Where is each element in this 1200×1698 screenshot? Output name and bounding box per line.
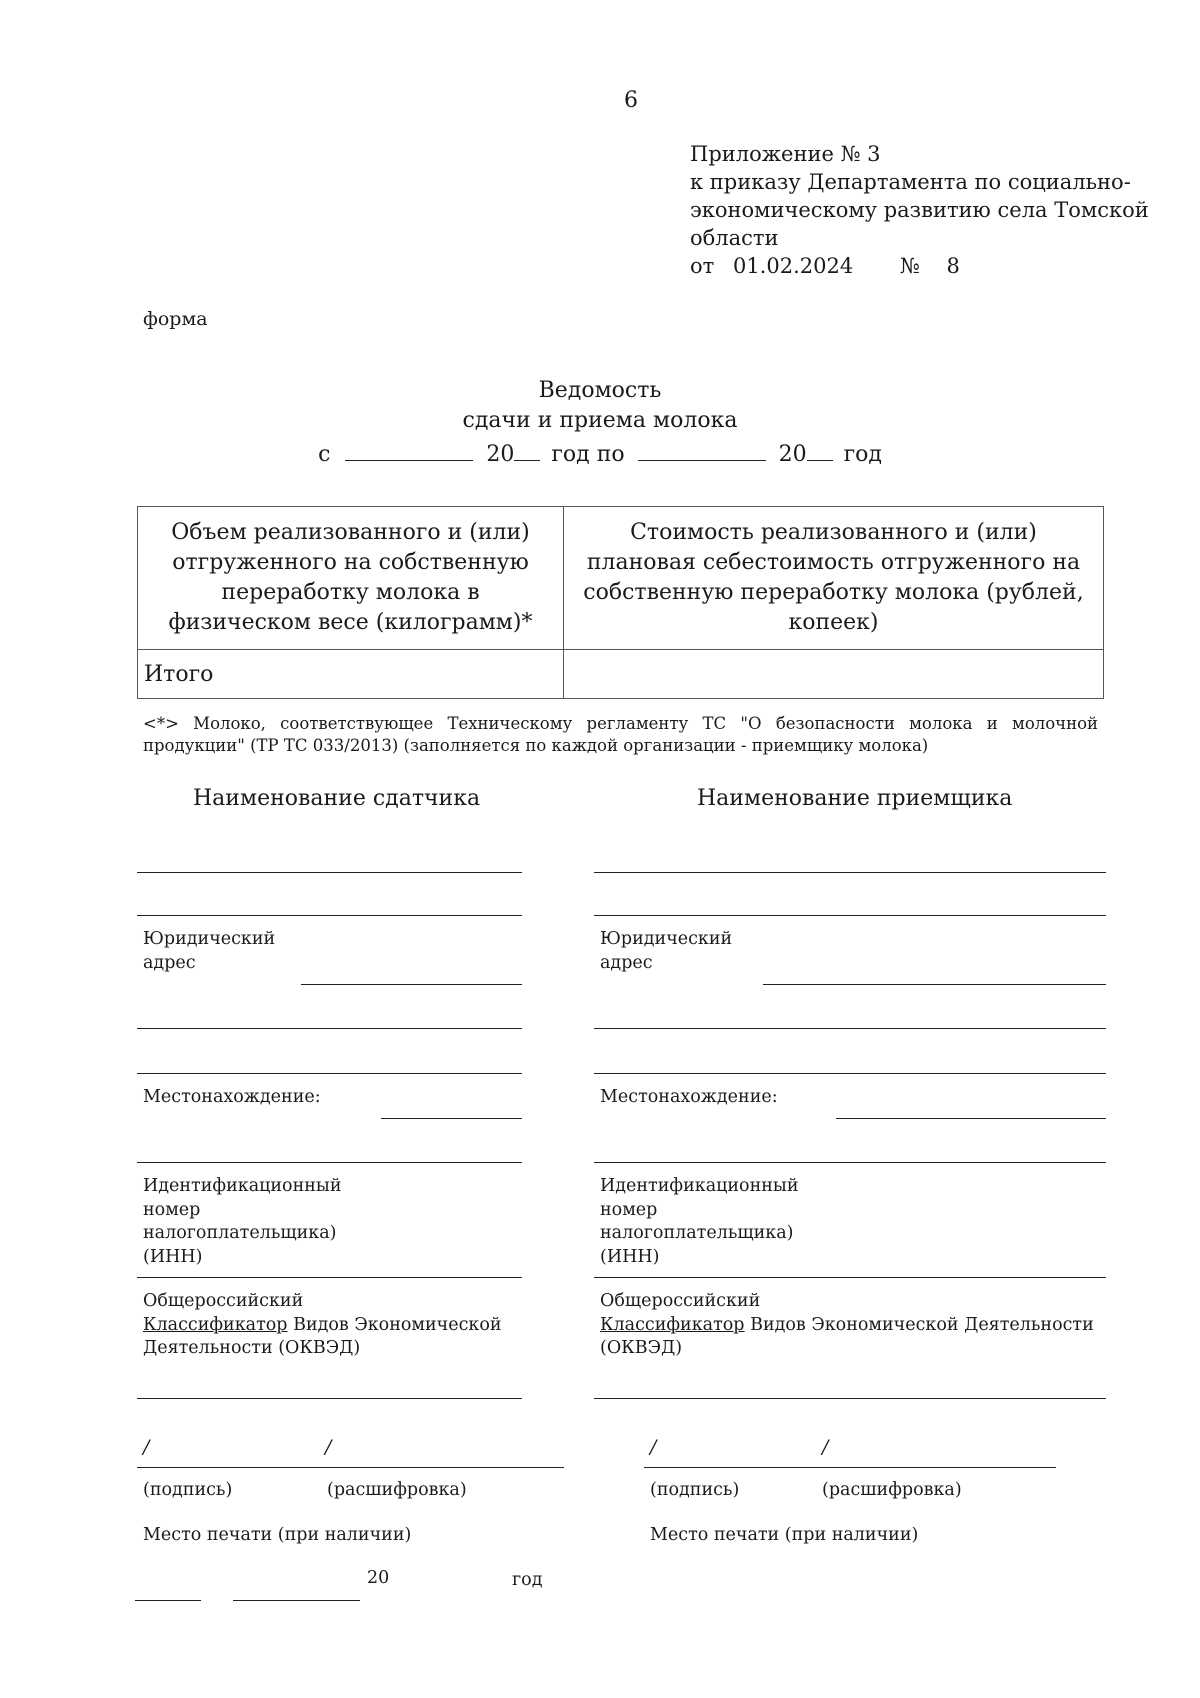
date-day-blank[interactable] xyxy=(135,1600,201,1601)
page-number: 6 xyxy=(624,88,638,113)
receiver-legal-address-label-1: Юридический xyxy=(600,929,733,949)
receiver-legal-address-label-2: адрес xyxy=(600,952,653,973)
year-word-end: год xyxy=(843,442,882,467)
receiver-location-line-1[interactable] xyxy=(836,1118,1106,1119)
receiver-okved-classifier: Классификатор xyxy=(600,1314,745,1335)
supplier-location-label: Местонахождение: xyxy=(143,1087,321,1107)
supplier-slash-1: / xyxy=(143,1436,150,1458)
appendix-header xyxy=(690,140,1149,280)
receiver-inn-label-3: налогоплательщика) xyxy=(600,1223,794,1243)
receiver-inn-label xyxy=(600,1175,799,1269)
year-end-blank[interactable] xyxy=(807,438,833,461)
receiver-location-label: Местонахождение: xyxy=(600,1087,778,1107)
receiver-heading: Наименование приемщика xyxy=(697,786,1013,811)
receiver-name-line-2[interactable] xyxy=(594,915,1106,916)
appendix-order-ref-1: к приказу Департамента по социально- xyxy=(690,170,1131,194)
receiver-legal-address-line-3[interactable] xyxy=(594,1073,1106,1074)
total-label: Итого xyxy=(138,650,564,699)
supplier-legal-address-label-2: адрес xyxy=(143,952,196,973)
supplier-inn-line[interactable] xyxy=(137,1277,522,1278)
supplier-okved-types: Видов Экономической xyxy=(287,1314,502,1335)
order-from-label: от xyxy=(690,254,715,278)
total-value-cell[interactable] xyxy=(564,650,1104,699)
receiver-decoding-label: (расшифровка) xyxy=(822,1480,962,1500)
supplier-legal-address-line-1[interactable] xyxy=(301,984,522,985)
supplier-legal-address-line-2[interactable] xyxy=(137,1028,522,1029)
supplier-okved-label xyxy=(143,1290,502,1361)
supplier-inn-label-2: номер xyxy=(143,1199,201,1220)
period-end-blank[interactable] xyxy=(638,438,766,461)
supplier-legal-address-label-1: Юридический xyxy=(143,929,276,949)
supplier-legal-address-line-3[interactable] xyxy=(137,1073,522,1074)
period-line xyxy=(0,438,1200,467)
receiver-inn-label-2: номер xyxy=(600,1199,658,1220)
order-number: 8 xyxy=(946,254,960,278)
receiver-okved-label xyxy=(600,1290,1094,1361)
document-subtitle: сдачи и приема молока xyxy=(462,408,738,433)
order-number-sign: № xyxy=(899,254,920,278)
receiver-location-line-2[interactable] xyxy=(594,1162,1106,1163)
supplier-heading: Наименование сдатчика xyxy=(193,786,481,811)
milk-volume-table xyxy=(137,506,1104,699)
receiver-name-line-1[interactable] xyxy=(594,872,1106,873)
receiver-okved-label-1: Общероссийский xyxy=(600,1291,761,1311)
date-month-blank[interactable] xyxy=(233,1600,360,1601)
supplier-location-line-2[interactable] xyxy=(137,1162,522,1163)
supplier-okved-classifier: Классификатор xyxy=(143,1314,288,1335)
supplier-inn-label-1: Идентификационный xyxy=(143,1176,342,1196)
receiver-inn-label-1: Идентификационный xyxy=(600,1176,799,1196)
receiver-legal-address-label xyxy=(600,928,732,975)
supplier-stamp-label: Место печати (при наличии) xyxy=(143,1525,412,1545)
receiver-inn-label-4: (ИНН) xyxy=(600,1246,660,1267)
receiver-legal-address-line-1[interactable] xyxy=(763,984,1106,985)
receiver-stamp-label: Место печати (при наличии) xyxy=(650,1525,919,1545)
year-prefix-start: 20 xyxy=(486,442,515,467)
supplier-location-line-1[interactable] xyxy=(381,1118,522,1119)
header-cost: Стоимость реализованного и (или) плановая себестоимость отгруженного на собственную переработку молока (рублей, копеек) xyxy=(564,507,1104,650)
table-total-row xyxy=(138,650,1104,699)
receiver-slash-1: / xyxy=(650,1436,657,1458)
document-title: Ведомость xyxy=(538,378,662,403)
footnote: <*> Молоко, соответствующее Техническому регламенту ТС "О безопасности молока и молочной продукции" (ТР ТС 033/2013) (заполняется по каждой организации - приемщику молока) xyxy=(143,714,1098,755)
receiver-okved-label-2 xyxy=(600,1314,1094,1338)
receiver-signature-label: (подпись) xyxy=(650,1480,740,1500)
appendix-order-ref-2: экономическому развитию села Томской xyxy=(690,198,1149,222)
supplier-decoding-label: (расшифровка) xyxy=(327,1480,467,1500)
supplier-legal-address-label xyxy=(143,928,275,975)
receiver-inn-line[interactable] xyxy=(594,1277,1106,1278)
order-date-line xyxy=(690,252,1149,280)
supplier-signature-label: (подпись) xyxy=(143,1480,233,1500)
receiver-okved-label-3: (ОКВЭД) xyxy=(600,1338,683,1358)
receiver-legal-address-line-2[interactable] xyxy=(594,1028,1106,1029)
supplier-slash-2: / xyxy=(325,1436,332,1458)
supplier-signature-line[interactable] xyxy=(137,1467,564,1468)
supplier-okved-line[interactable] xyxy=(137,1398,522,1399)
supplier-okved-label-3: Деятельности (ОКВЭД) xyxy=(143,1338,361,1358)
year-start-blank[interactable] xyxy=(514,438,540,461)
receiver-okved-types: Видов Экономической Деятельности xyxy=(744,1314,1094,1335)
date-year-word: год xyxy=(512,1570,543,1590)
period-to-label: год по xyxy=(551,442,625,467)
receiver-signature-line[interactable] xyxy=(644,1467,1056,1468)
supplier-okved-label-2 xyxy=(143,1314,502,1338)
supplier-name-line-2[interactable] xyxy=(137,915,522,916)
supplier-name-line-1[interactable] xyxy=(137,872,522,873)
appendix-order-ref-3: области xyxy=(690,226,779,250)
supplier-inn-label-3: налогоплательщика) xyxy=(143,1223,337,1243)
date-year-prefix: 20 xyxy=(367,1568,390,1588)
period-start-blank[interactable] xyxy=(345,438,473,461)
year-prefix-end: 20 xyxy=(778,442,807,467)
supplier-inn-label xyxy=(143,1175,342,1269)
receiver-okved-line[interactable] xyxy=(594,1398,1106,1399)
supplier-okved-label-1: Общероссийский xyxy=(143,1291,304,1311)
period-from-label: с xyxy=(318,442,331,467)
header-volume: Объем реализованного и (или) отгруженного на собственную переработку молока в физическом весе (килограмм)* xyxy=(138,507,564,650)
supplier-inn-label-4: (ИНН) xyxy=(143,1246,203,1267)
appendix-title: Приложение № 3 xyxy=(690,142,881,166)
form-label: форма xyxy=(143,308,208,330)
order-date: 01.02.2024 xyxy=(732,254,854,278)
table-header-row xyxy=(138,507,1104,650)
receiver-slash-2: / xyxy=(822,1436,829,1458)
